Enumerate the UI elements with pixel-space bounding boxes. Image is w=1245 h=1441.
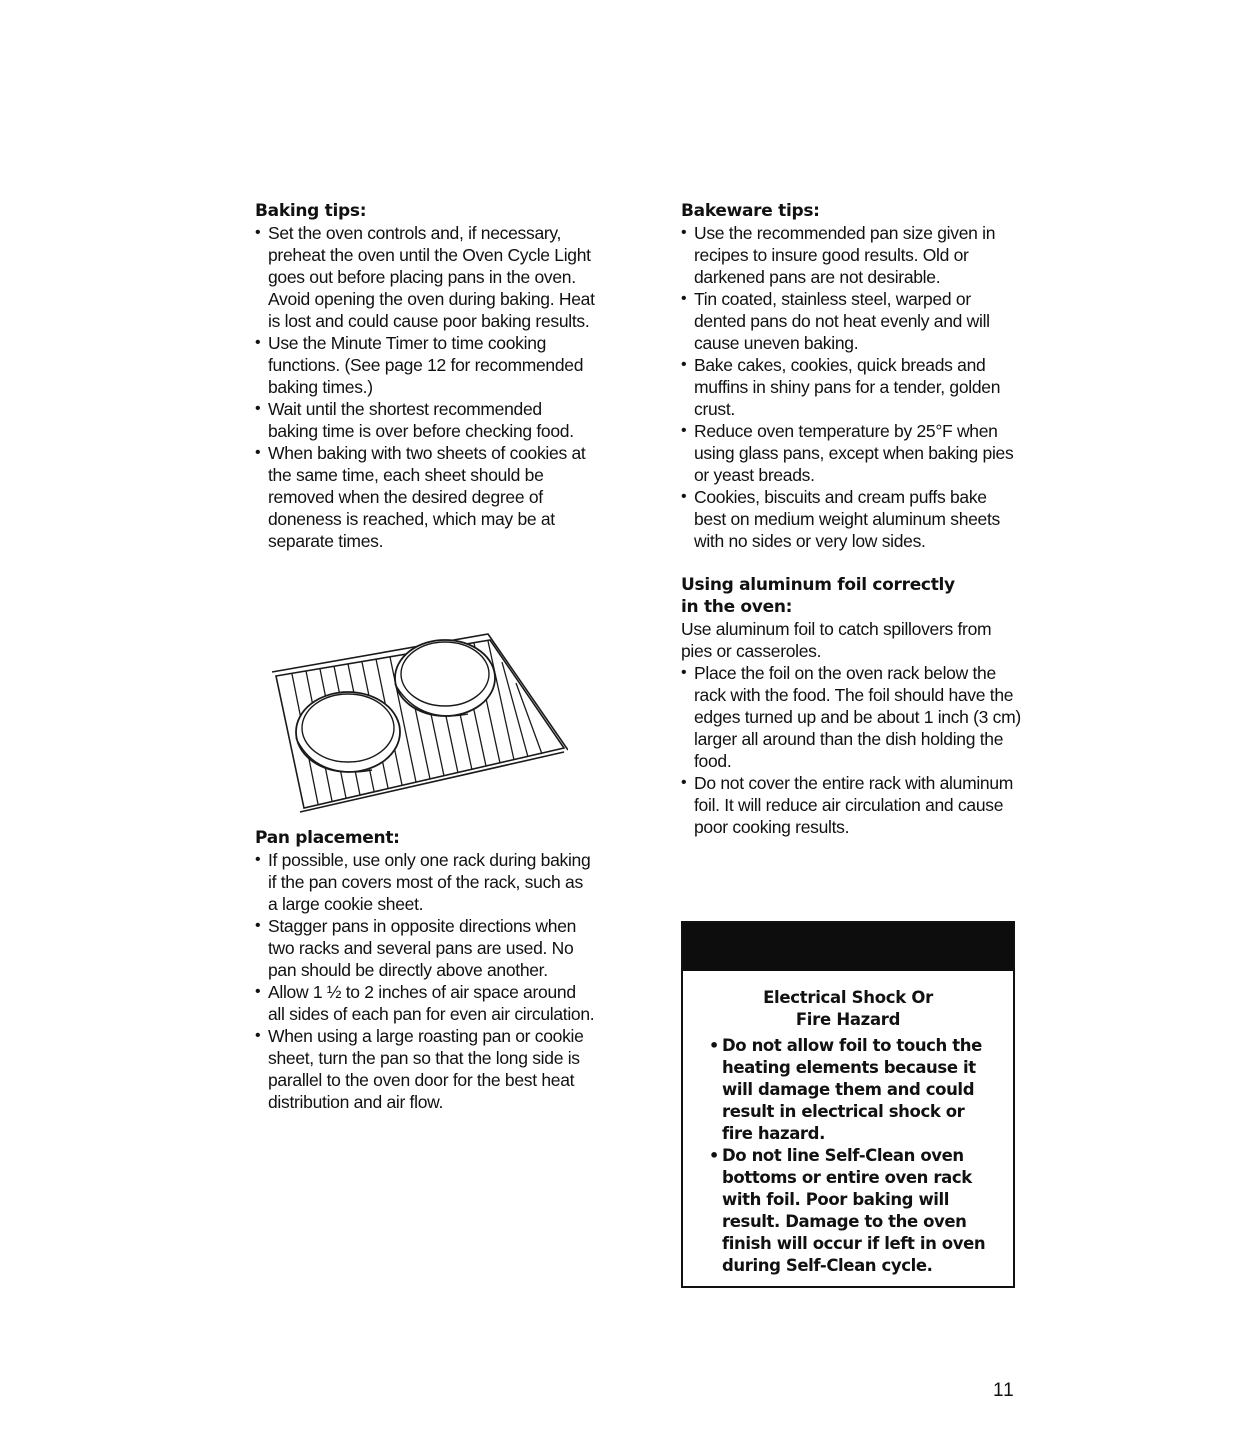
list-item: • Use the recommended pan size given in recipes to insure good results. Old or darkened pans are not desirable. xyxy=(681,222,1021,288)
list-item: • Use the Minute Timer to time cooking functions. (See page 12 for recommended baking times.) xyxy=(255,332,595,398)
warning-box xyxy=(681,921,1015,1288)
page-number: 11 xyxy=(993,1380,1015,1401)
right-column xyxy=(681,200,1021,838)
list-item: • Cookies, biscuits and cream puffs bake best on medium weight aluminum sheets with no sides or very low sides. xyxy=(681,486,1021,552)
cake-pan-back xyxy=(395,640,495,716)
warning-header-bar xyxy=(683,923,1013,971)
warning-list xyxy=(709,1035,999,1277)
list-item: • Do not line Self-Clean oven bottoms or entire oven rack with foil. Poor baking will result. Damage to the oven finish will occur if left in oven during Self-Clean cycle. xyxy=(709,1145,999,1277)
bakeware-tips-heading: Bakeware tips: xyxy=(681,201,820,221)
aluminum-foil-intro: Use aluminum foil to catch spillovers from pies or casseroles. xyxy=(681,619,992,661)
aluminum-foil-section xyxy=(681,574,1021,838)
bakeware-tips-list xyxy=(681,222,1021,552)
list-item: • Bake cakes, cookies, quick breads and muffins in shiny pans for a tender, golden crust. xyxy=(681,354,1021,420)
pan-placement-heading: Pan placement: xyxy=(255,828,400,848)
baking-tips-list xyxy=(255,222,595,552)
list-item: • Reduce oven temperature by 25°F when using glass pans, except when baking pies or yeast breads. xyxy=(681,420,1021,486)
cake-pan-front xyxy=(296,692,400,772)
baking-tips-heading: Baking tips: xyxy=(255,201,367,221)
list-item: • If possible, use only one rack during baking if the pan covers most of the rack, such as a large cookie sheet. xyxy=(255,849,595,915)
list-item: • Do not cover the entire rack with aluminum foil. It will reduce air circulation and cause poor cooking results. xyxy=(681,772,1021,838)
list-item: • When using a large roasting pan or cookie sheet, turn the pan so that the long side is parallel to the oven door for the best heat distribution and air flow. xyxy=(255,1025,595,1113)
list-item: • Stagger pans in opposite directions when two racks and several pans are used. No pan should be directly above another. xyxy=(255,915,595,981)
list-item: • Wait until the shortest recommended baking time is over before checking food. xyxy=(255,398,595,442)
baking-tips-section xyxy=(255,200,595,552)
list-item: • Tin coated, stainless steel, warped or dented pans do not heat evenly and will cause uneven baking. xyxy=(681,288,1021,354)
bakeware-tips-section xyxy=(681,200,1021,552)
warning-title-line1: Electrical Shock Or xyxy=(763,988,933,1007)
pan-placement-list xyxy=(255,849,595,1113)
list-item: • When baking with two sheets of cookies at the same time, each sheet should be removed when the desired degree of doneness is reached, which may be at separate times. xyxy=(255,442,595,552)
oven-rack-illustration xyxy=(268,628,568,818)
list-item: • Place the foil on the oven rack below the rack with the food. The foil should have the edges turned up and be about 1 inch (3 cm) larger all around than the dish holding the food. xyxy=(681,662,1021,772)
warning-title xyxy=(683,987,1013,1031)
list-item: • Set the oven controls and, if necessary, preheat the oven until the Oven Cycle Light goes out before placing pans in the oven. Avoid opening the oven during baking. Heat is lost and could cause poor baking results. xyxy=(255,222,595,332)
list-item: • Do not allow foil to touch the heating elements because it will damage them and could result in electrical shock or fire hazard. xyxy=(709,1035,999,1145)
pan-placement-section xyxy=(255,827,595,1113)
aluminum-foil-heading-line2: in the oven: xyxy=(681,597,793,617)
aluminum-foil-heading-line1: Using aluminum foil correctly xyxy=(681,575,955,595)
warning-title-line2: Fire Hazard xyxy=(795,1010,901,1029)
list-item: • Allow 1 ½ to 2 inches of air space around all sides of each pan for even air circulation. xyxy=(255,981,595,1025)
aluminum-foil-list xyxy=(681,662,1021,838)
